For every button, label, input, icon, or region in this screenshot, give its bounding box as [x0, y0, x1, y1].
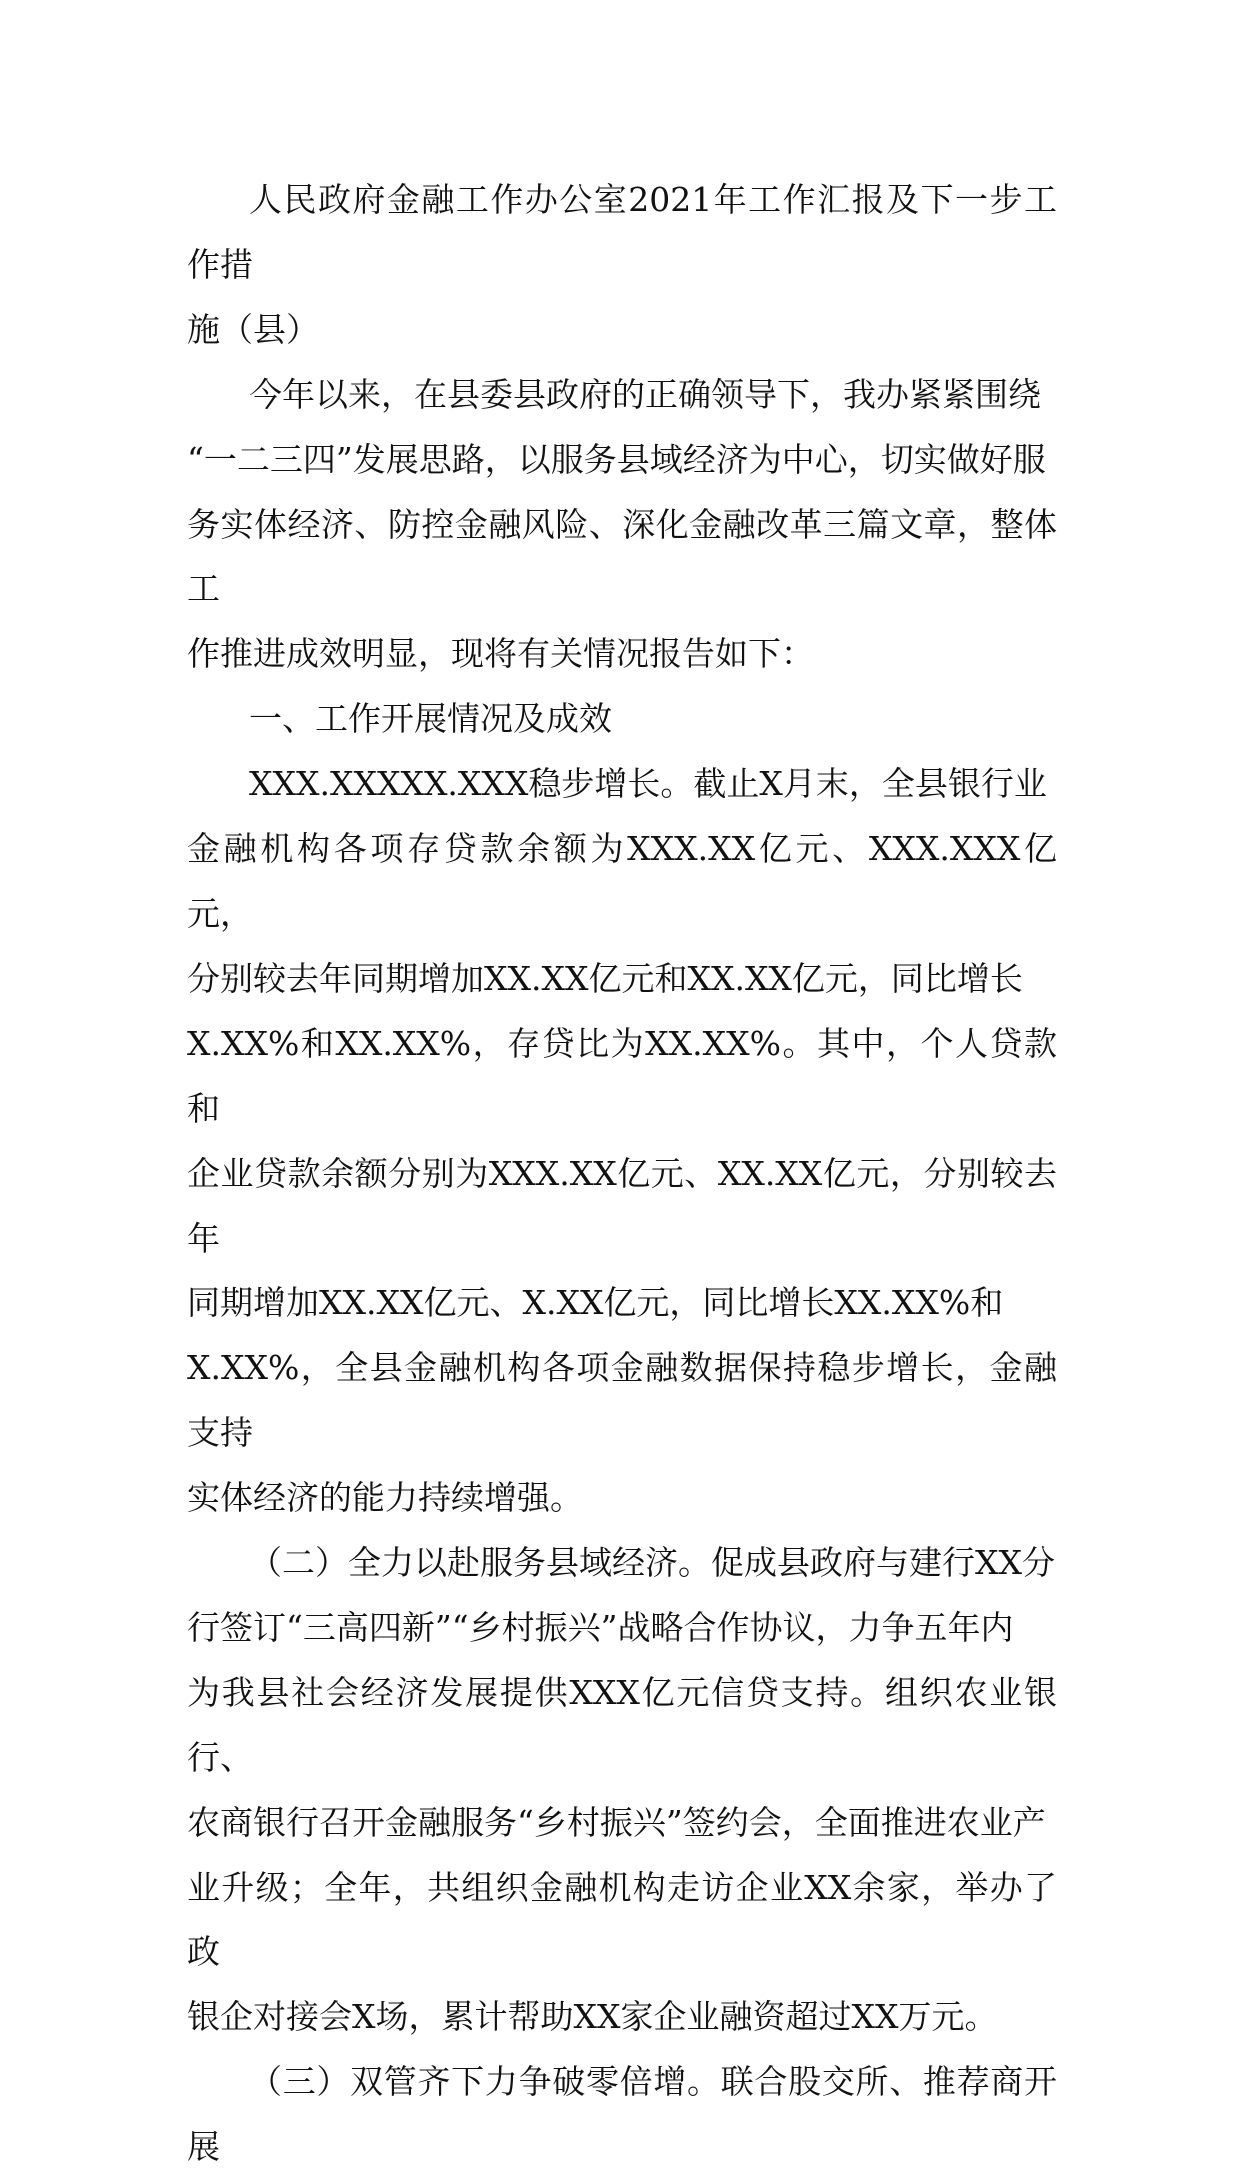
- paragraph-financial-data: XXX.XXXXX.XXX稳步增长。截止X月末，全县银行业 金融机构各项存贷款余额为XXX.XX亿元、XXX.XXX亿元， 分别较去年同期增加XX.XX亿元和XX.XX亿元，同比增长 X.XX%和XX.XX%，存贷比为XX.XX%。其中，个人贷款和 企业贷款余额分别为XXX.XX亿元、XX.XX亿元，分别较去年 同期增加XX.XX亿元、X.XX亿元，同比增长XX.XX%和 X.XX%，全县金融机构各项金融数据保持稳步增长，金融支持 实体经济的能力持续增强。: [187, 764, 1057, 1518]
- section-heading-1: 一、工作开展情况及成效: [249, 699, 612, 739]
- paragraph-intro: 今年以来，在县委县政府的正确领导下，我办紧紧围绕 “一二三四”发展思路，以服务县域经济为中心，切实做好服 务实体经济、防控金融风险、深化金融改革三篇文章，整体工 作推进成效明显，现将有关情况报告如下：: [187, 374, 1057, 674]
- paragraph-county-economy: （二）全力以赴服务县域经济。促成县政府与建行XX分 行签订“三高四新”“乡村振兴”战略合作协议，力争五年内 为我县社会经济发展提供XXX亿元信贷支持。组织农业银行、 农商银行召开金融服务“乡村振兴”签约会，全面推进农业产 业升级；全年，共组织金融机构走访企业XX余家，举办了政 银企对接会X场，累计帮助XX家企业融资超过XX万元。: [187, 1543, 1057, 2037]
- document-body: [187, 168, 1057, 2180]
- document-title: 人民政府金融工作办公室2021年工作汇报及下一步工作措 施（县）: [187, 180, 1057, 349]
- paragraph-dual-management: （三）双管齐下力争破零倍增。联合股交所、推荐商开展: [187, 2062, 1057, 2167]
